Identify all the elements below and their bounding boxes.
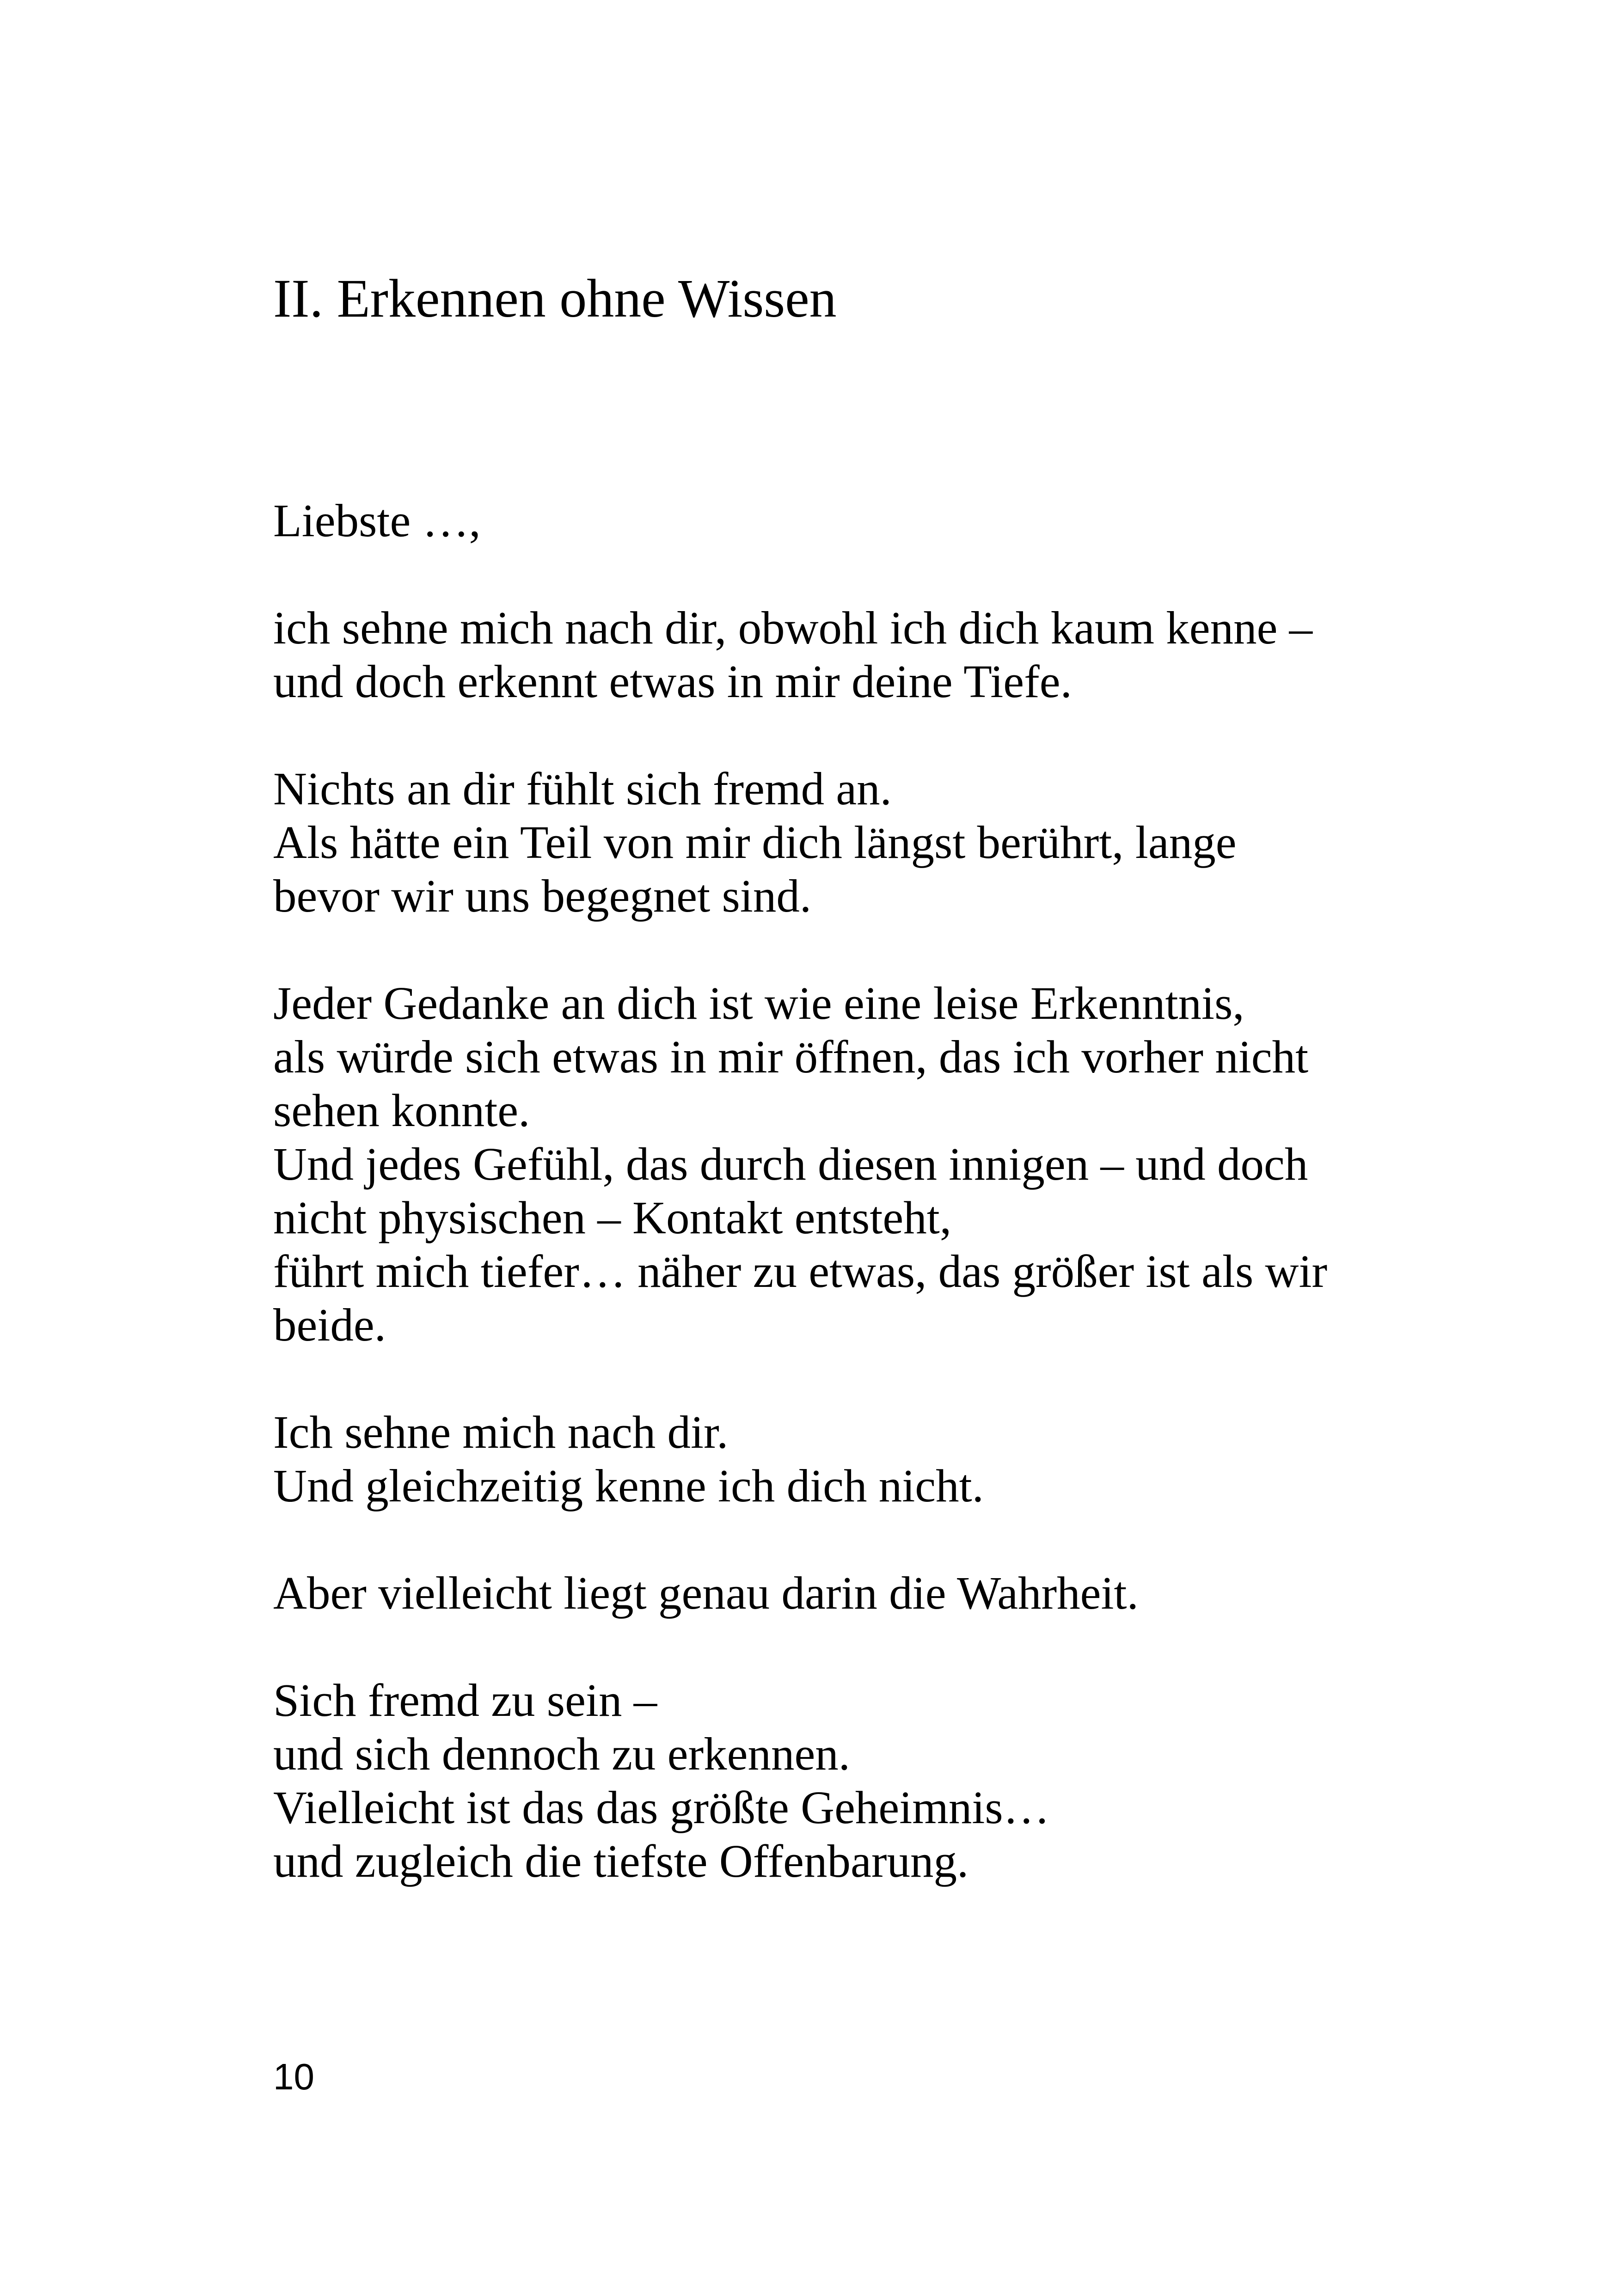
text-line: ich sehne mich nach dir, obwohl ich dich kaum kenne – [273, 602, 1313, 654]
text-line: beide. [273, 1299, 386, 1351]
salutation: Liebste …, [273, 495, 481, 546]
text-line: Aber vielleicht liegt genau darin die Wahrheit. [273, 1567, 1139, 1619]
text-line: Ich sehne mich nach dir. [273, 1406, 729, 1458]
text-line: Und jedes Gefühl, das durch diesen innigen – und doch [273, 1138, 1308, 1190]
text-line: sehen konnte. [273, 1084, 530, 1136]
text-line: Sich fremd zu sein – [273, 1674, 657, 1726]
stanza-gap [273, 1352, 1383, 1405]
text-line: als würde sich etwas in mir öffnen, das ich vorher nicht [273, 1031, 1309, 1083]
stanza-gap [273, 1512, 1383, 1566]
page-number: 10 [273, 2056, 314, 2097]
text-line: und zugleich die tiefste Offenbarung. [273, 1835, 969, 1887]
text-line: nicht physischen – Kontakt entsteht, [273, 1192, 952, 1243]
stanza-gap [273, 547, 1383, 601]
text-line: führt mich tiefer… näher zu etwas, das größer ist als wir [273, 1245, 1328, 1297]
text-line: und sich dennoch zu erkennen. [273, 1728, 851, 1780]
text-line: und doch erkennt etwas in mir deine Tiefe. [273, 655, 1072, 707]
stanza-gap [273, 1620, 1383, 1673]
chapter-title: II. Erkennen ohne Wissen [273, 268, 837, 329]
text-line: Jeder Gedanke an dich ist wie eine leise Erkenntnis, [273, 977, 1244, 1029]
text-line: bevor wir uns begegnet sind. [273, 870, 812, 922]
text-line: Als hätte ein Teil von mir dich längst berührt, lange [273, 816, 1237, 868]
stanza-gap [273, 708, 1383, 762]
text-line: Nichts an dir fühlt sich fremd an. [273, 763, 892, 814]
text-line: Vielleicht ist das das größte Geheimnis… [273, 1782, 1050, 1833]
stanza-gap [273, 923, 1383, 976]
letter-body [273, 494, 1383, 1888]
text-line: Und gleichzeitig kenne ich dich nicht. [273, 1460, 984, 1512]
